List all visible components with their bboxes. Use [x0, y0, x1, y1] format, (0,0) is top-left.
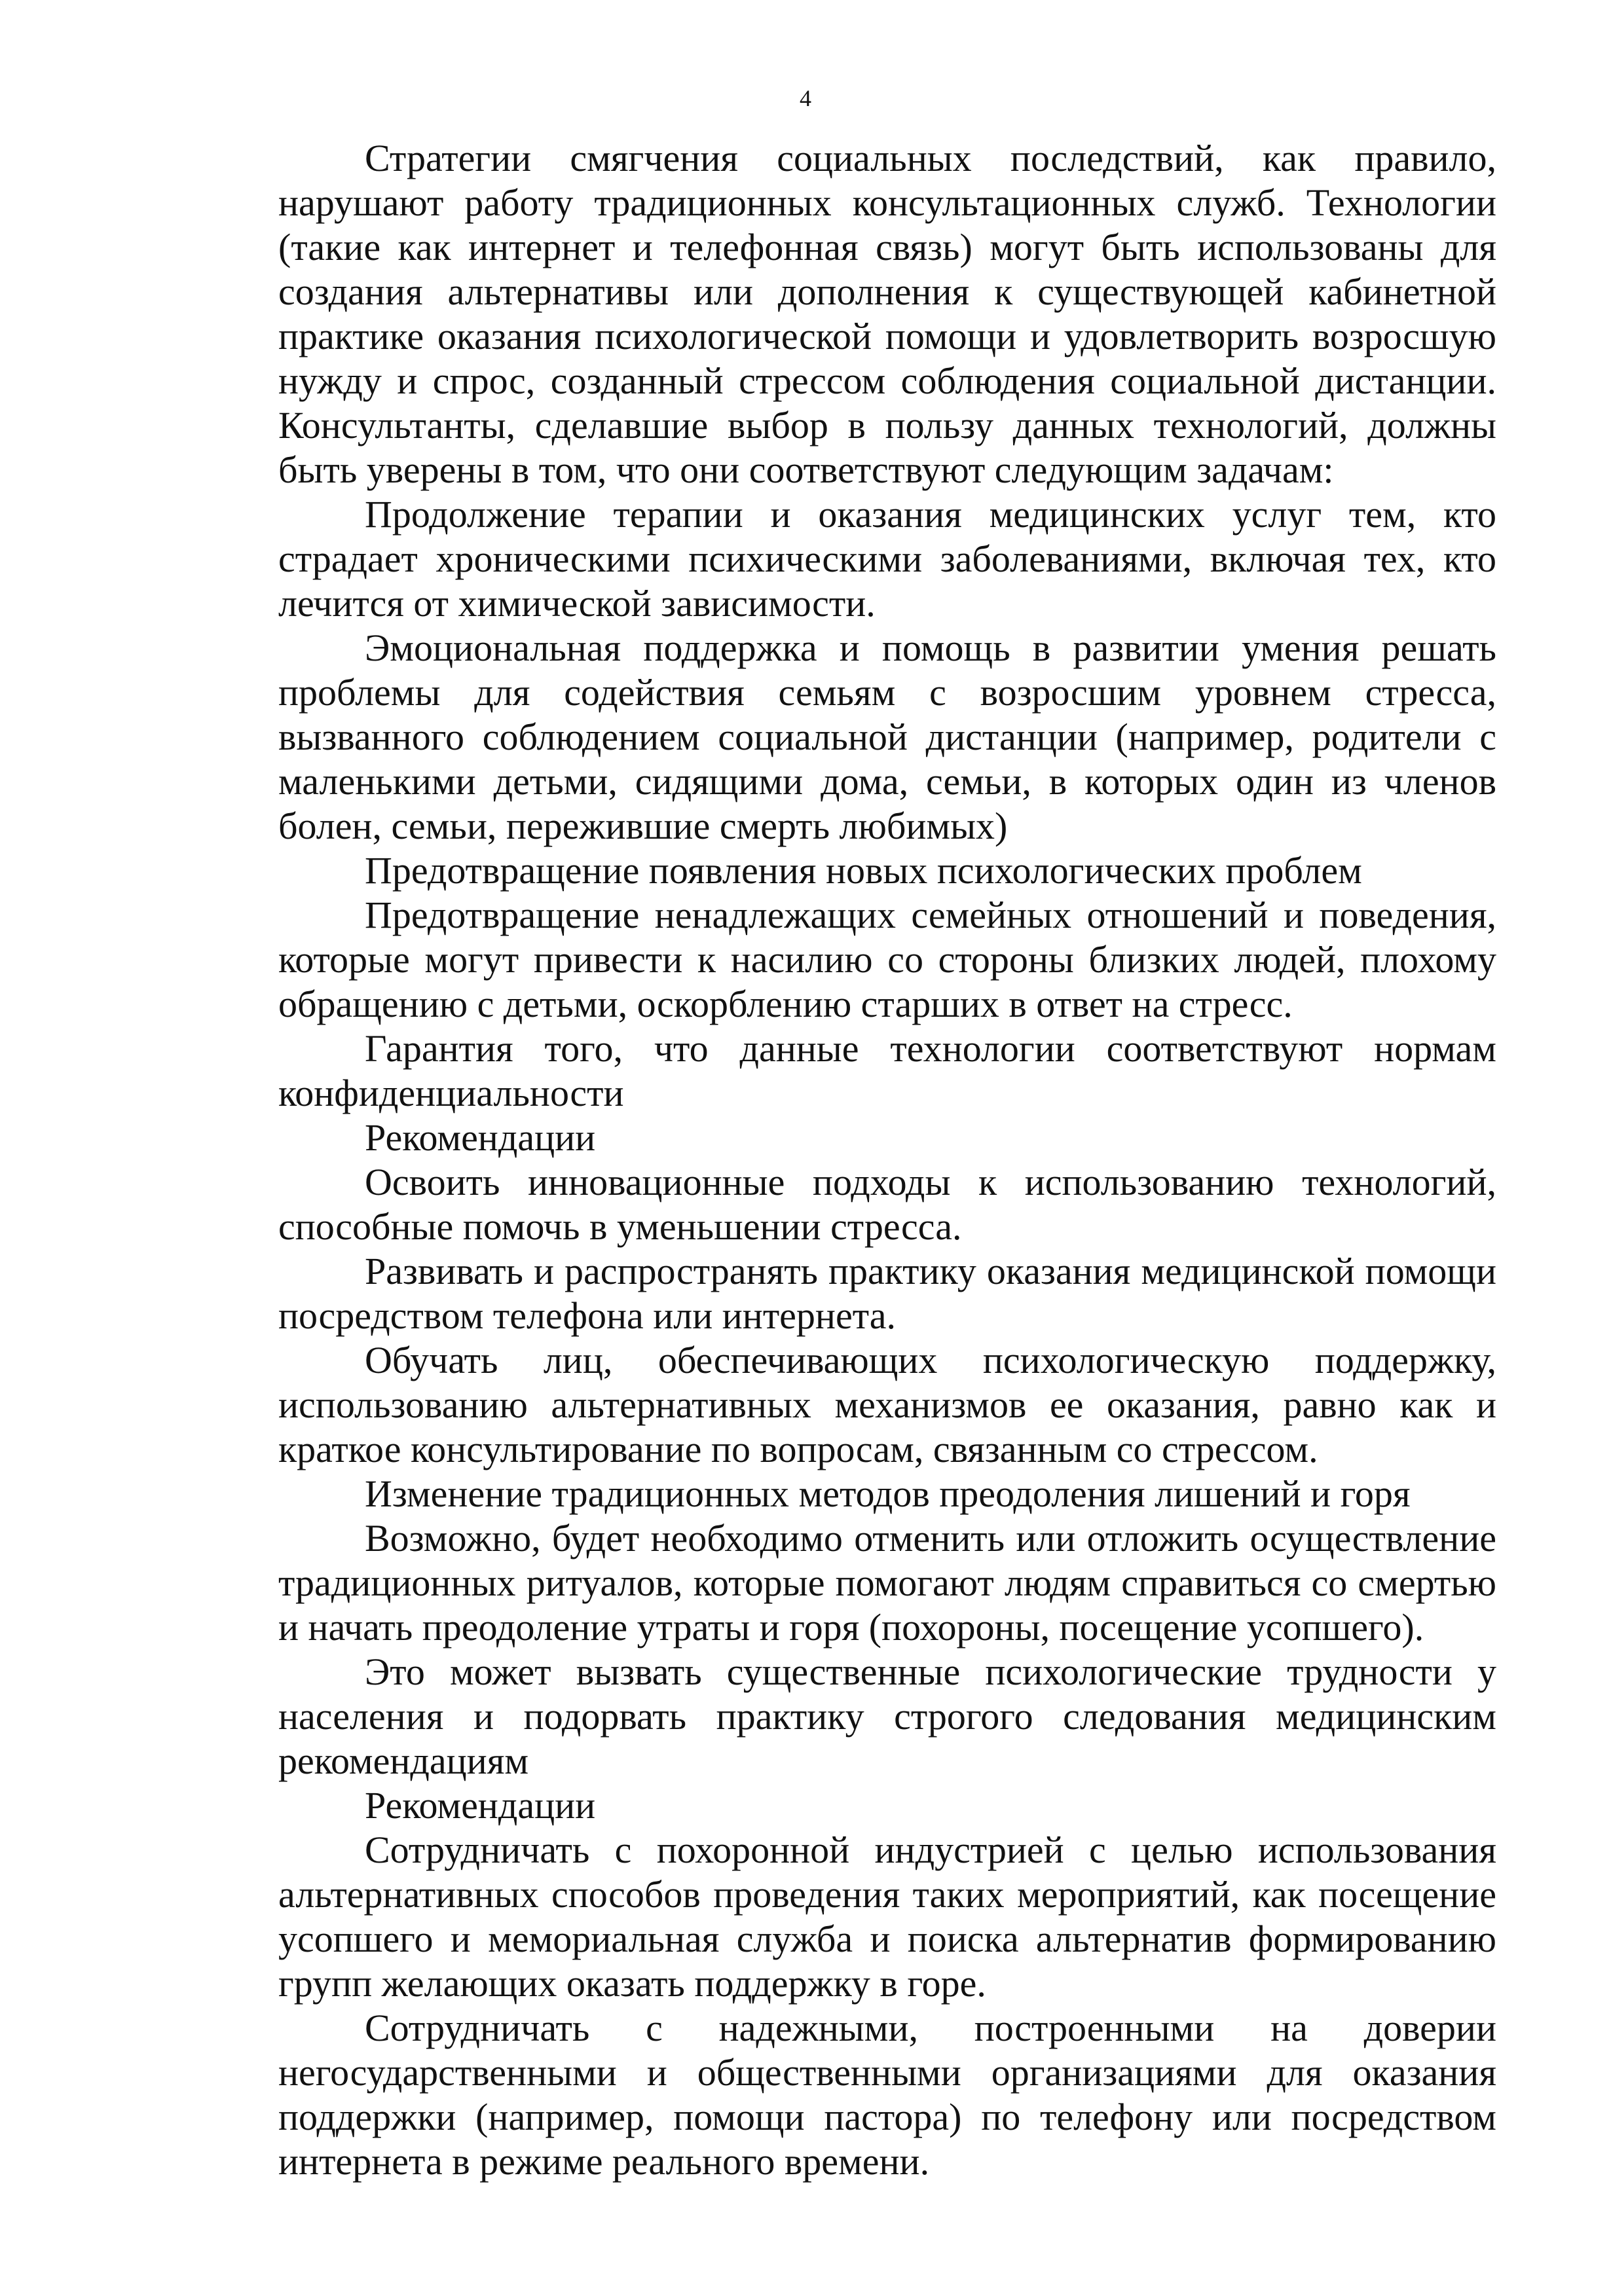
paragraph-rec-ngo-cooperation: Сотрудничать с надежными, построенными на доверии негосударственными и общественными организациями для оказания поддержки (например, помощи пастора) по телефону или посредством интернета в режиме реального времени. [278, 2007, 1496, 2183]
paragraph-task-family-relations: Предотвращение ненадлежащих семейных отношений и поведения, которые могут привести к насилию со стороны близких людей, плохому обращению с детьми, оскорблению старших в ответ на стресс. [278, 894, 1496, 1025]
paragraph-difficulties: Это может вызвать существенные психологические трудности у населения и подорвать практику строгого следования медицинским рекомендациям [278, 1650, 1496, 1782]
paragraph-rec-telemedicine: Развивать и распространять практику оказания медицинской помощи посредством телефона или интернета. [278, 1250, 1496, 1337]
paragraph-rec-innovative: Освоить инновационные подходы к использованию технологий, способные помочь в уменьшении стресса. [278, 1161, 1496, 1248]
paragraph-task-therapy: Продолжение терапии и оказания медицинских услуг тем, кто страдает хроническими психическими заболеваниями, включая тех, кто лечится от химической зависимости. [278, 493, 1496, 625]
heading-grief-methods: Изменение традиционных методов преодоления лишений и горя [365, 1472, 1411, 1515]
heading-recommendations-1: Рекомендации [365, 1116, 596, 1159]
paragraph-task-confidentiality: Гарантия того, что данные технологии соответствуют нормам конфиденциальности [278, 1027, 1496, 1114]
paragraph-rec-funeral-industry: Сотрудничать с похоронной индустрией с целью использования альтернативных способов проведения таких мероприятий, как посещение усопшего и мемориальная служба и поиска альтернатив формированию групп желающих оказать поддержку в горе. [278, 1829, 1496, 2005]
paragraph-rituals: Возможно, будет необходимо отменить или отложить осуществление традиционных ритуалов, которые помогают людям справиться со смертью и начать преодоление утраты и горя (похороны, посещение усопшего). [278, 1517, 1496, 1649]
paragraph-task-prevention: Предотвращение появления новых психологических проблем [365, 849, 1362, 892]
paragraph-intro: Стратегии смягчения социальных последствий, как правило, нарушают работу традиционных консультационных служб. Технологии (такие как интернет и телефонная связь) могут быть использованы для создания альтернативы или дополнения к существующей кабинетной практике оказания психологической помощи и удовлетворить возросшую нужду и спрос, созданный стрессом соблюдения социальной дистанции. Консультанты, сделавшие выбор в пользу данных технологий, должны быть уверены в том, что они соответствуют следующим задачам: [278, 137, 1496, 491]
heading-recommendations-2: Рекомендации [365, 1784, 596, 1827]
document-body [278, 136, 1496, 2184]
paragraph-task-emotional-support: Эмоциональная поддержка и помощь в развитии умения решать проблемы для содействия семьям с возросшим уровнем стресса, вызванного соблюдением социальной дистанции (например, родители с маленькими детьми, сидящими дома, семьи, в которых один из членов болен, семьи, пережившие смерть любимых) [278, 627, 1496, 847]
paragraph-rec-training: Обучать лиц, обеспечивающих психологическую поддержку, использованию альтернативных механизмов ее оказания, равно как и краткое консультирование по вопросам, связанным со стрессом. [278, 1339, 1496, 1470]
page-number: 4 [800, 85, 811, 111]
